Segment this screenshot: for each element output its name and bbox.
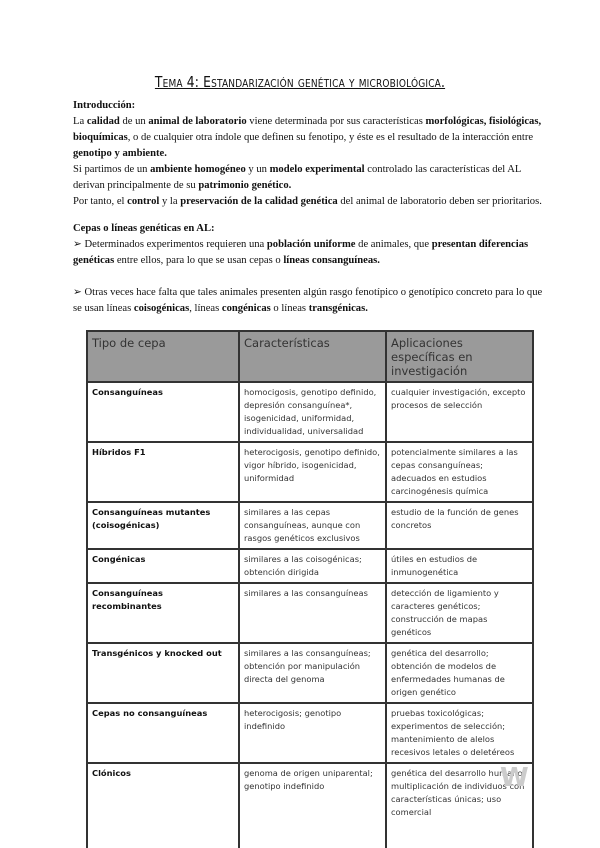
table-row bbox=[87, 703, 533, 763]
cell-caracteristicas: heterocigosis, genotipo definido, vigor híbrido, isogenicidad, uniformidad bbox=[239, 442, 386, 502]
watermark-logo: W bbox=[500, 763, 529, 793]
text: y un bbox=[245, 164, 270, 175]
text: o líneas bbox=[270, 303, 309, 314]
cell-tipo: Consanguíneas recombinantes bbox=[87, 583, 239, 643]
bold-text: ambiente homogéneo bbox=[150, 164, 246, 175]
bold-text: control bbox=[127, 196, 160, 207]
table-row bbox=[87, 442, 533, 502]
header-aplicaciones: Aplicaciones específicas en investigación bbox=[386, 331, 533, 382]
text: de animales, que bbox=[355, 239, 432, 250]
cell-tipo: Transgénicos y knocked out bbox=[87, 643, 239, 703]
cell-aplicaciones: cualquier investigación, excepto procesos de selección bbox=[386, 382, 533, 442]
text: de un bbox=[119, 116, 149, 127]
paragraph bbox=[73, 285, 543, 317]
table-row bbox=[87, 583, 533, 643]
table-row bbox=[87, 502, 533, 549]
cell-caracteristicas: similares a las coisogénicas; obtención dirigida bbox=[239, 549, 386, 583]
cepas-heading: Cepas o líneas genéticas en AL: bbox=[73, 223, 215, 234]
text: controlado las características del AL derivan principalmente de su bbox=[73, 164, 522, 191]
intro-body bbox=[73, 114, 543, 210]
cell-aplicaciones: genética del desarrollo humano; multiplicación de individuos con características únicas; uso comercial bbox=[386, 763, 533, 848]
bold-text: genotipo y ambiente. bbox=[73, 148, 167, 159]
bold-text: modelo experimental bbox=[269, 164, 365, 175]
cepas-section bbox=[73, 221, 543, 317]
cell-tipo: Híbridos F1 bbox=[87, 442, 239, 502]
cell-caracteristicas: homocigosis, genotipo definido, depresión consanguínea*, isogenicidad, uniformidad, individualidad, universalidad bbox=[239, 382, 386, 442]
bold-text: congénicas bbox=[221, 303, 271, 314]
cell-tipo: Consanguíneas bbox=[87, 382, 239, 442]
cell-aplicaciones: útiles en estudios de inmunogenética bbox=[386, 549, 533, 583]
text: ➢ Otras veces hace falta que tales animales presenten algún rasgo fenotípico o genotípico concreto para lo que se usan líneas bbox=[73, 287, 543, 314]
text: Por tanto, el bbox=[73, 196, 128, 207]
header-caracteristicas: Características bbox=[239, 331, 386, 382]
text: ➢ Determinados experimentos requieren una bbox=[73, 239, 267, 250]
bold-text: calidad bbox=[86, 116, 120, 127]
text: , líneas bbox=[189, 303, 222, 314]
table-row bbox=[87, 763, 533, 848]
cell-caracteristicas: similares a las cepas consanguíneas, aunque con rasgos genéticos exclusivos bbox=[239, 502, 386, 549]
bold-text: población uniforme bbox=[266, 239, 356, 250]
table-row bbox=[87, 643, 533, 703]
paragraph bbox=[73, 237, 543, 269]
strain-table bbox=[86, 330, 534, 848]
intro-section bbox=[73, 98, 543, 210]
cell-aplicaciones: genética del desarrollo; obtención de modelos de enfermedades humanas de origen genético bbox=[386, 643, 533, 703]
bold-text: animal de laboratorio bbox=[148, 116, 247, 127]
cepas-body bbox=[73, 237, 543, 317]
bold-text: presentan diferencias genéticas bbox=[73, 239, 529, 266]
text: , o de cualquier otra índole que definen su fenotipo, y éste es el resultado de la interacción entre bbox=[127, 132, 534, 143]
bold-text: transgénicas. bbox=[308, 303, 368, 314]
cell-aplicaciones: pruebas toxicológicas; experimentos de selección; mantenimiento de alelos recesivos letales o deletéreos bbox=[386, 703, 533, 763]
table-row bbox=[87, 549, 533, 583]
cell-tipo: Clónicos bbox=[87, 763, 239, 848]
bold-text: morfológicas, fisiológicas, bioquímicas bbox=[73, 116, 542, 143]
table-header-row bbox=[87, 331, 533, 382]
bold-text: preservación de la calidad genética bbox=[180, 196, 338, 207]
paragraph bbox=[73, 194, 543, 210]
text: del animal de laboratorio deben ser prioritarios. bbox=[337, 196, 542, 207]
paragraph bbox=[73, 114, 543, 162]
text: Si partimos de un bbox=[73, 164, 151, 175]
cell-aplicaciones: detección de ligamiento y caracteres genéticos; construcción de mapas genéticos bbox=[386, 583, 533, 643]
cell-tipo: Congénicas bbox=[87, 549, 239, 583]
table-row bbox=[87, 382, 533, 442]
cell-tipo: Consanguíneas mutantes (coisogénicas) bbox=[87, 502, 239, 549]
cell-aplicaciones: potencialmente similares a las cepas consanguíneas; adecuados en estudios carcinogénesis química bbox=[386, 442, 533, 502]
paragraph bbox=[73, 162, 543, 194]
bold-text: líneas consanguíneas. bbox=[283, 255, 380, 266]
cell-tipo: Cepas no consanguíneas bbox=[87, 703, 239, 763]
cell-caracteristicas: heterocigosis; genotipo indefinido bbox=[239, 703, 386, 763]
cell-caracteristicas: genoma de origen uniparental; genotipo indefinido bbox=[239, 763, 386, 848]
text: y la bbox=[159, 196, 181, 207]
header-tipo: Tipo de cepa bbox=[87, 331, 239, 382]
document-title: Tema 4: Estandarización genética y microbiológica. bbox=[154, 73, 446, 91]
cell-aplicaciones: estudio de la función de genes concretos bbox=[386, 502, 533, 549]
bold-text: coisogénicas bbox=[133, 303, 190, 314]
bold-text: patrimonio genético. bbox=[198, 180, 292, 191]
intro-heading: Introducción: bbox=[73, 100, 136, 111]
text: entre ellos, para lo que se usan cepas o bbox=[114, 255, 284, 266]
cell-caracteristicas: similares a las consanguíneas bbox=[239, 583, 386, 643]
text: viene determinada por sus características bbox=[246, 116, 426, 127]
cell-caracteristicas: similares a las consanguíneas; obtención por manipulación directa del genoma bbox=[239, 643, 386, 703]
text: La bbox=[73, 116, 87, 127]
